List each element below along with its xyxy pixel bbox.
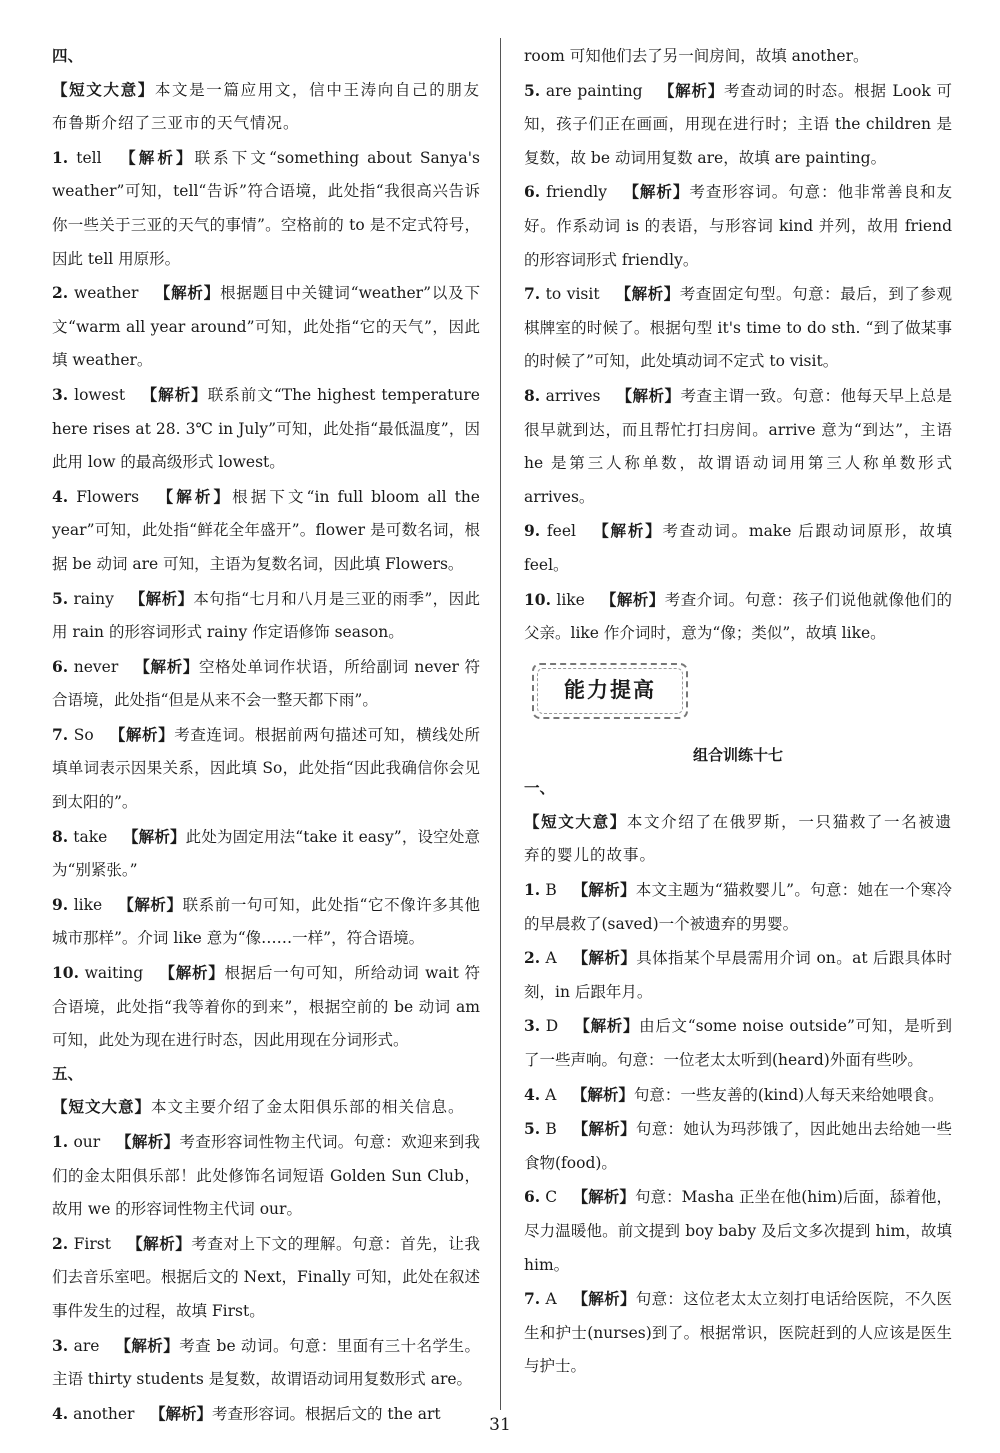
page-number: 31 xyxy=(489,1415,511,1435)
item-number: 3. xyxy=(524,1016,541,1036)
item-answer: Flowers xyxy=(68,487,140,506)
item-number: 9. xyxy=(524,521,541,541)
analysis-text: 联系前文“The highest temperature here rises at 28. 3℃ in July”可知，此处指“最低温度”，因此用 low 的最高级形式 lowest。 xyxy=(52,385,480,472)
summary-text: 本文是一篇应用文，信中王涛向自己的朋友布鲁斯介绍了三亚市的天气情况。 xyxy=(52,80,480,133)
left-column xyxy=(52,40,480,1431)
item-number: 10. xyxy=(52,963,79,983)
answer-item xyxy=(52,1329,480,1397)
answer-item xyxy=(52,1125,480,1227)
analysis-tag: 【解析】 xyxy=(153,284,221,303)
item-number: 2. xyxy=(524,948,541,968)
analysis-tag: 【解析】 xyxy=(158,964,225,983)
summary-tag: 【短文大意】 xyxy=(52,80,155,99)
right-column xyxy=(524,40,952,1384)
answer-item xyxy=(524,583,952,651)
item-number: 1. xyxy=(52,147,69,167)
item-number: 6. xyxy=(52,656,69,676)
summary-paragraph xyxy=(52,74,480,141)
answer-item xyxy=(524,1180,952,1282)
analysis-text: 根据后一句可知，所给动词 wait 符合语境，此处指“我等着你的到来”，根据空前的 be 动词 am 可知，此处为现在进行时态，因此用现在分词形式。 xyxy=(52,964,480,1050)
item-number: 9. xyxy=(52,894,69,914)
item-number: 7. xyxy=(524,1289,541,1309)
answer-item xyxy=(52,378,480,480)
section-heading xyxy=(52,40,480,74)
item-answer: C xyxy=(540,1188,558,1207)
item-answer: friendly xyxy=(540,183,607,202)
answer-item xyxy=(52,1227,480,1329)
item-answer: B xyxy=(540,881,557,900)
item-answer: waiting xyxy=(78,964,144,983)
answer-item xyxy=(52,718,480,820)
analysis-tag: 【解析】 xyxy=(117,148,195,167)
answer-item xyxy=(524,74,952,176)
item-number: 8. xyxy=(524,385,541,405)
section-heading-text: 四、 xyxy=(52,47,84,65)
item-number: 5. xyxy=(524,1119,541,1139)
analysis-tag: 【解析】 xyxy=(149,1404,212,1423)
section-heading-text: 五、 xyxy=(52,1064,84,1083)
analysis-text: 考查 be 动词。句意：里面有三十名学生。主语 thirty students 是复数，故谓语动词用复数形式 are。 xyxy=(52,1336,480,1389)
item-answer: another xyxy=(68,1404,135,1423)
answer-item xyxy=(52,582,480,650)
analysis-tag: 【解析】 xyxy=(572,1188,635,1207)
item-answer: weather xyxy=(68,284,139,303)
section-heading xyxy=(52,1058,480,1092)
item-number: 10. xyxy=(524,589,551,609)
ability-badge xyxy=(532,663,688,719)
item-number: 4. xyxy=(52,486,69,506)
item-number: 4. xyxy=(524,1084,541,1104)
continued-text xyxy=(524,40,952,74)
item-number: 1. xyxy=(52,1132,69,1151)
item-answer: never xyxy=(68,657,119,676)
answer-item xyxy=(524,1009,952,1077)
analysis-text: 考查动词。make 后跟动词原形，故填 feel。 xyxy=(524,522,952,574)
item-answer: to visit xyxy=(540,285,600,304)
right-column-top xyxy=(524,40,952,651)
summary-tag: 【短文大意】 xyxy=(524,812,627,831)
answer-item xyxy=(52,956,480,1058)
answer-item xyxy=(524,1078,952,1113)
item-number: 2. xyxy=(52,1233,69,1253)
item-answer: are painting xyxy=(540,81,643,100)
analysis-tag: 【解析】 xyxy=(573,1017,640,1036)
analysis-tag: 【解析】 xyxy=(109,725,175,744)
summary-text: 本文介绍了在俄罗斯，一只猫救了一名被遗弃的婴儿的故事。 xyxy=(524,812,952,865)
analysis-tag: 【解析】 xyxy=(154,487,233,506)
analysis-text: 考查介词。句意：孩子们说他就像他们的父亲。like 作介词时，意为“像；类似”，故填 like。 xyxy=(524,590,952,643)
item-number: 3. xyxy=(52,384,69,404)
analysis-text: 考查固定句型。句意：最后，到了参观棋牌室的时候了。根据句型 it's time to do sth. “到了做某事的时候了”可知，此处填动词不定式 to visit。 xyxy=(524,285,952,371)
answer-item xyxy=(524,379,952,514)
item-number: 7. xyxy=(524,284,541,304)
answer-item xyxy=(52,650,480,718)
item-answer: A xyxy=(540,1290,557,1309)
analysis-tag: 【解析】 xyxy=(615,285,680,304)
answer-item xyxy=(524,1112,952,1180)
analysis-text: 考查主谓一致。句意：他每天早上总是很早就到达，而且帮忙打扫房间。arrive 意为“到达”，主语 he 是第三人称单数，故谓语动词用第三人称单数形式 arrives。 xyxy=(524,386,952,506)
item-number: 6. xyxy=(524,1187,541,1207)
item-answer: arrives xyxy=(540,386,601,405)
analysis-tag: 【解析】 xyxy=(133,657,199,676)
answer-item xyxy=(524,277,952,379)
item-number: 7. xyxy=(52,724,69,744)
analysis-tag: 【解析】 xyxy=(122,827,186,846)
analysis-text: 句意：Masha 正坐在他(him)后面，舔着他，尽力温暖他。前文提到 boy baby 及后文多次提到 him，故填 him。 xyxy=(524,1188,952,1274)
analysis-text: 本句指“七月和八月是三亚的雨季”，因此用 rain 的形容词形式 rainy 作定语修饰 season。 xyxy=(52,589,480,642)
item-answer: rainy xyxy=(68,589,114,608)
item-number: 8. xyxy=(52,826,69,846)
item-answer: are xyxy=(68,1336,100,1355)
analysis-tag: 【解析】 xyxy=(117,895,183,914)
item-number: 5. xyxy=(524,80,541,100)
answer-item xyxy=(52,276,480,378)
analysis-tag: 【解析】 xyxy=(114,1336,180,1355)
answer-item xyxy=(524,514,952,582)
analysis-tag: 【解析】 xyxy=(129,589,194,608)
continued-text-body: room 可知他们去了另一间房间，故填 another。 xyxy=(524,47,869,65)
item-answer: our xyxy=(68,1133,101,1151)
answer-item xyxy=(52,480,480,582)
section-heading-text: 一、 xyxy=(524,779,556,798)
item-number: 1. xyxy=(524,880,541,900)
analysis-text: 本文主题为“猫救婴儿”。句意：她在一个寒冷的早晨救了(saved)一个被遗弃的男婴。 xyxy=(524,881,952,933)
item-answer: So xyxy=(68,725,94,744)
answer-item xyxy=(524,941,952,1009)
section-heading xyxy=(524,772,952,806)
item-number: 6. xyxy=(524,182,541,202)
analysis-text: 联系下文“something about Sanya's weather”可知，tell“告诉”符合语境，此处指“我很高兴告诉你一些关于三亚的天气的事情”。空格前的 to 是不定式符号，因此 tell 用原形。 xyxy=(52,148,480,268)
analysis-tag: 【解析】 xyxy=(616,386,681,405)
analysis-text: 句意：一些友善的(kind)人每天来给她喂食。 xyxy=(633,1085,944,1104)
item-number: 2. xyxy=(52,283,69,303)
answer-item xyxy=(52,141,480,276)
ability-badge-label: 能力提高 xyxy=(537,668,683,714)
analysis-text: 考查形容词。根据后文的 the art xyxy=(211,1404,441,1423)
analysis-text: 考查形容词性物主代词。句意：欢迎来到我们的金太阳俱乐部！此处修饰名词短语 Golden Sun Club，故用 we 的形容词性物主代词 our。 xyxy=(52,1133,480,1219)
summary-paragraph xyxy=(52,1091,480,1125)
analysis-text: 考查对上下文的理解。句意：首先，让我们去音乐室吧。根据后文的 Next，Finally 可知，此处在叙述事件发生的过程，故填 First。 xyxy=(52,1234,480,1320)
analysis-tag: 【解析】 xyxy=(572,1120,636,1139)
item-answer: D xyxy=(540,1017,559,1036)
exercise-title: 组合训练十七 xyxy=(692,745,783,764)
item-answer: like xyxy=(68,895,103,914)
analysis-text: 由后文“some noise outside”可知，是听到了一些声响。句意：一位老太太听到(heard)外面有些吵。 xyxy=(524,1017,952,1070)
analysis-text: 根据题目中关键词“weather”以及下文“warm all year around”可知，此处指“它的天气”，因此填 weather。 xyxy=(52,284,480,370)
item-answer: lowest xyxy=(68,385,126,404)
analysis-text: 空格处单词作状语，所给副词 never 符合语境，此处指“但是从来不会一整天都下雨”。 xyxy=(52,657,480,710)
item-answer: feel xyxy=(540,522,576,541)
ability-badge-area xyxy=(524,651,952,751)
analysis-text: 句意：她认为玛莎饿了，因此她出去给她一些食物(food)。 xyxy=(524,1120,952,1172)
analysis-tag: 【解析】 xyxy=(115,1133,180,1151)
analysis-tag: 【解析】 xyxy=(600,590,665,609)
summary-tag: 【短文大意】 xyxy=(52,1098,152,1117)
analysis-tag: 【解析】 xyxy=(140,385,208,404)
item-answer: like xyxy=(550,590,585,609)
column-divider xyxy=(500,38,501,1410)
summary-text: 本文主要介绍了金太阳俱乐部的相关信息。 xyxy=(151,1098,465,1117)
right-column-bottom xyxy=(524,772,952,1384)
analysis-tag: 【解析】 xyxy=(126,1234,192,1253)
analysis-tag: 【解析】 xyxy=(591,522,663,541)
item-answer: tell xyxy=(68,148,102,167)
item-answer: First xyxy=(68,1234,111,1253)
answer-item xyxy=(52,888,480,956)
answer-item xyxy=(524,1282,952,1384)
item-answer: A xyxy=(540,949,557,968)
item-number: 5. xyxy=(52,588,69,608)
item-answer: B xyxy=(540,1120,557,1139)
analysis-tag: 【解析】 xyxy=(572,1290,636,1309)
analysis-tag: 【解析】 xyxy=(658,81,724,100)
analysis-text: 考查连词。根据前两句描述可知，横线处所填单词表示因果关系，因此填 So，此处指“因此我确信你会见到太阳的”。 xyxy=(52,725,480,812)
analysis-tag: 【解析】 xyxy=(622,183,690,202)
analysis-text: 此处为固定用法“take it easy”，设空处意为“别紧张。” xyxy=(52,827,480,880)
item-answer: A xyxy=(540,1085,557,1104)
analysis-tag: 【解析】 xyxy=(572,881,636,900)
analysis-tag: 【解析】 xyxy=(571,1085,634,1104)
answer-item xyxy=(52,820,480,888)
item-number: 3. xyxy=(52,1335,69,1355)
analysis-tag: 【解析】 xyxy=(572,949,637,968)
summary-paragraph xyxy=(524,806,952,873)
analysis-text: 具体指某个早晨需用介词 on。at 后跟具体时刻，in 后跟年月。 xyxy=(524,949,952,1001)
analysis-text: 句意：这位老太太立刻打电话给医院，不久医生和护士(nurses)到了。根据常识，医院赶到的人应该是医生与护士。 xyxy=(524,1290,952,1376)
item-number: 4. xyxy=(52,1403,69,1423)
analysis-text: 根据下文“in full bloom all the year”可知，此处指“鲜花全年盛开”。flower 是可数名词，根据 be 动词 are 可知，主语为复数名词，因此填 Flowers。 xyxy=(52,487,480,573)
answer-item xyxy=(524,873,952,941)
analysis-text: 联系前一句可知，此处指“它不像许多其他城市那样”。介词 like 意为“像……一样”，符合语境。 xyxy=(52,895,480,948)
item-answer: take xyxy=(68,827,108,846)
analysis-text: 考查动词的时态。根据 Look 可知，孩子们正在画画，用现在进行时；主语 the children 是复数，故 be 动词用复数 are，故填 are painting。 xyxy=(524,81,952,167)
analysis-text: 考查形容词。句意：他非常善良和友好。作系动词 is 的表语，与形容词 kind 并列，故用 friend 的形容词形式 friendly。 xyxy=(524,183,952,269)
answer-item xyxy=(524,175,952,277)
